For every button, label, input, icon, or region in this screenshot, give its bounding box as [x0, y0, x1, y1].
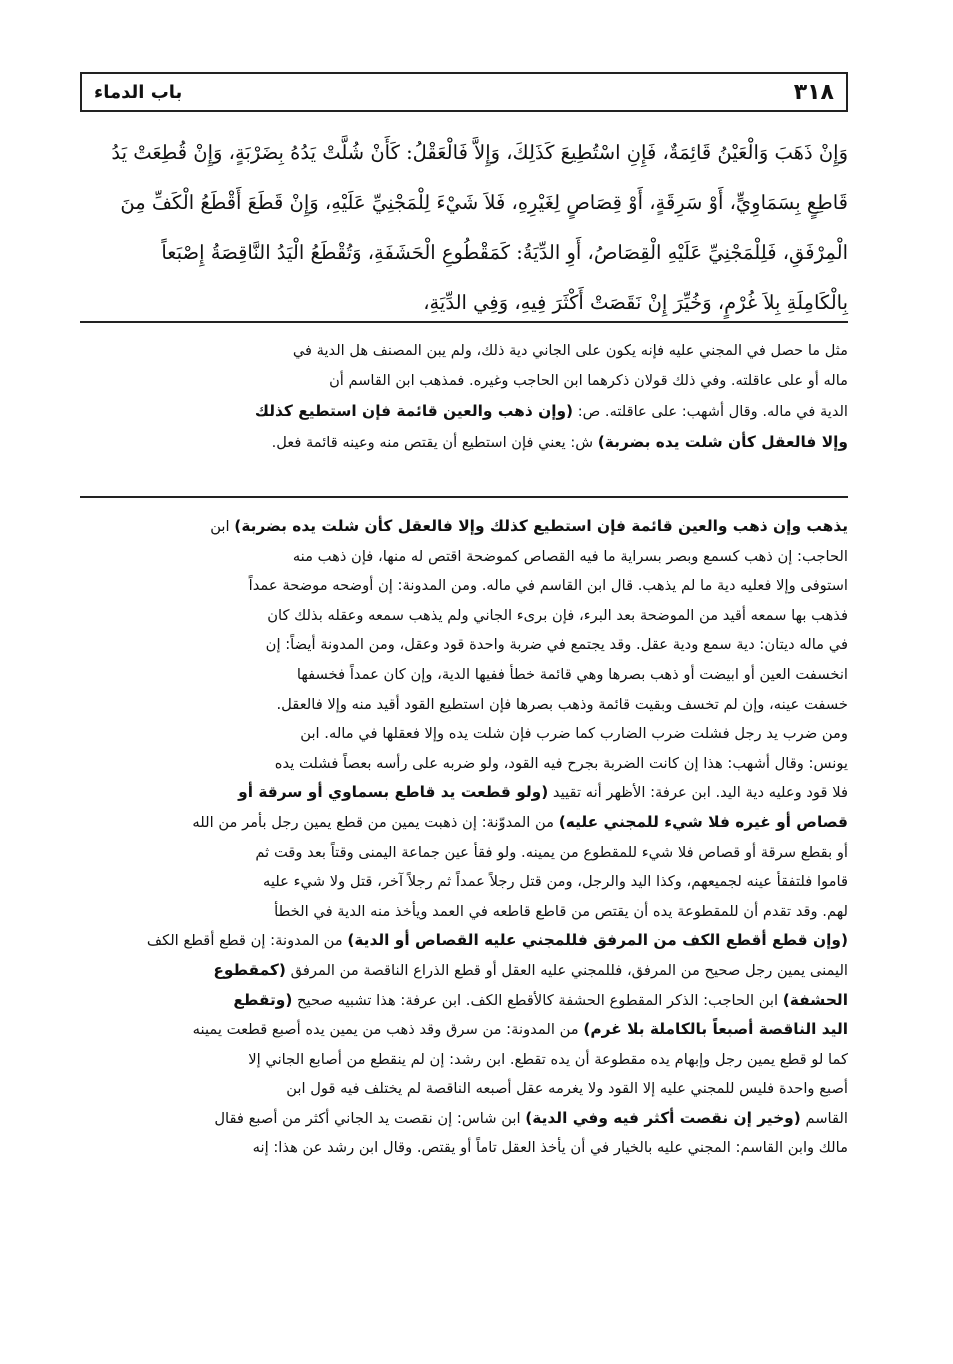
commentary-segment: أصبع واحدة فليس للمجني عليه إلا القود ولا يغرمه عقل أصبعه الناقصة لم يختلف فيه قول ابن [286, 1080, 848, 1098]
page-number: ٣١٨ [793, 80, 834, 105]
commentary-segment: من المدونة: من سرق وقد ذهب من يمين يده أصبع قطعت يمينه [192, 1021, 584, 1039]
quoted-matn-segment: وإلا فالعقل كأن شلت يده بضربة) [597, 433, 848, 451]
commentary-line [80, 1133, 848, 1163]
commentary-segment: ش: يعني فإن استطيع أن يقتص منه وعينه قائمة فعل. [271, 434, 598, 451]
commentary-line [80, 601, 848, 631]
commentary-segment: قاموا فلتفقأ عينه لجميعهم، وكذا اليد والرجل، ومن قتل رجلاً عمداً ثم رجلاً آخر، قتل ولا شيء عليه [262, 873, 848, 891]
commentary-line [80, 1045, 848, 1075]
commentary-segment: ابن الحاجب: الذكر المقطوع الحشفة كالأقطع الكف. ابن عرفة: هذا تشبيه صحيح [292, 991, 783, 1009]
commentary-line [80, 867, 848, 897]
commentary-segment: مالك وابن القاسم: المجني عليه بالخيار في أن يأخذ العقل تاماً أو يقتص. وقال ابن رشد عن هذا: إنه [252, 1139, 848, 1157]
commentary-segment: فلا قود وعليه دية اليد. ابن عرفة: الأظهر أنه تقييد [548, 784, 848, 802]
commentary-block-1 [80, 336, 848, 458]
commentary-line [80, 542, 848, 572]
commentary-segment: من المدوّنة: إن ذهبت يمين من قطع يمين رجل بأمر من الله [192, 813, 559, 831]
quoted-matn-segment: الحشفة) [782, 990, 848, 1009]
commentary-line [80, 749, 848, 779]
commentary-line [80, 427, 848, 458]
page-header [80, 72, 848, 112]
quoted-matn-segment: (وإن ذهب والعين قائمة فإن استطيع كذلك [254, 402, 574, 420]
quoted-matn-segment: (كمقطوع [213, 960, 286, 979]
commentary-line [80, 986, 848, 1016]
quoted-matn-segment: (ولو قطعت يد قاطع بسماوي أو سرقة أو [238, 783, 549, 802]
commentary-line [80, 926, 848, 956]
commentary-segment: كما لو قطع يمين رجل وإبهام يده مقطوعة أن يده تقطع. ابن رشد: إن لم ينقطع من أصابع الجاني إلا [248, 1050, 848, 1068]
commentary-segment: ومن ضرب يد رجل فشلت ضرب الضارب كما ضرب فإن شلت يده وإلا فعقلها في ماله. ابن [300, 725, 848, 743]
commentary-line [80, 366, 848, 396]
commentary-line [80, 690, 848, 720]
commentary-line [80, 571, 848, 601]
commentary-line [80, 719, 848, 749]
commentary-segment: ماله أو على عاقلته. وفي ذلك قولان ذكرهما ابن الحاجب وغيره. فمذهب ابن القاسم أن [329, 372, 848, 389]
commentary-segment: أو بقطع سرقة أو قصاص فلا شيء للمقطوع من يمينه. ولو فقأ عين جماعة اليمنى وقتاً بعد وقت ثم [255, 843, 848, 861]
commentary-segment: القاسم [800, 1109, 848, 1127]
commentary-line [80, 396, 848, 427]
commentary-segment: فذهب بها سمعه أقيد من الموضحة بعد البرء، فإن برىء الجاني ولم يذهب سمعه وعقله بذلك كان [267, 606, 848, 624]
commentary-segment: الدية في ماله. وقال أشهب: على عاقلته. ص: [573, 403, 848, 420]
commentary-line [80, 838, 848, 868]
main-text-line: وَإِنْ ذَهَبَ وَالْعَيْنُ قَائِمَةٌ، فَإِنِ اسْتُطِيعَ كَذَلِكَ، وَإِلاَّ فَالْعَقْلُ: كَأَنْ شُلَّتْ يَدُهُ بِضَرْبَةٍ، وَإِنْ قُطِعَتْ يَدُ [111, 141, 848, 164]
commentary-line [80, 1074, 848, 1104]
commentary-line [80, 1104, 848, 1134]
commentary-segment: من المدونة: إن قطع أقطع الكف [146, 932, 348, 950]
commentary-segment: خسفت عينه، وإن لم تخسف وبقيت قائمة وذهب بصرها فإن استطيع القود أقيد منه وإلا فالعقل. [276, 695, 848, 713]
commentary-line [80, 512, 848, 542]
commentary-segment: اليمنى يمين رجل صحيح من المرفق، فللمجني عليه العقل أو قطع الذراع الناقصة من المرفق [285, 961, 848, 979]
commentary-segment: ابن [210, 518, 235, 535]
quoted-matn-segment: (وإن قطع أقطع الكف من المرفق فللمجني عليه القصاص أو الدية) [347, 931, 848, 950]
commentary-segment: الحاجب: إن ذهب كسمع وبصر بسراية ما فيه القصاص كموضحة اقتص له منها، فإن ذهب منه [292, 547, 848, 565]
section-divider [80, 496, 848, 498]
commentary-line [80, 660, 848, 690]
quoted-matn-segment: اليد الناقصة أصبعاً بالكاملة بلا غرم) [583, 1020, 848, 1039]
commentary-segment: انخسفت العين أو ابيضت أو ذهب بصرها وهي قائمة خطأ ففيها الدية، وإن كان عمداً فخسفها [296, 665, 848, 683]
quoted-matn-segment: يذهب وإن ذهب والعين قائمة فإن استطيع كذلك وإلا فالعقل كأن شلت يده بضربة) [234, 517, 848, 535]
main-text-line: الْمِرْفَقِ، فَلِلْمَجْنِيِّ عَلَيْهِ الْقِصَاصُ، أَوِ الدِّيَةُ: كَمَقْطُوعِ الْحَشَفَةِ، وَتُقْطَعُ الْيَدُ النَّاقِصَةُ إِصْبَعاً [161, 241, 848, 264]
commentary-segment: مثل ما حصل في المجني عليه فإنه يكون على الجاني دية ذلك، ولم يبن المصنف هل الدية في [292, 342, 848, 359]
commentary-segment: ابن شاس: إن نقصت يد الجاني أكثر من أصبع فقال [214, 1109, 526, 1127]
commentary-segment: يونس: وقال أشهب: هذا إن كانت الضربة بجرح فيه القود، ولو ضربه على رأسه بعصاً فشلت يده [274, 754, 848, 772]
commentary-line [80, 630, 848, 660]
commentary-line [80, 808, 848, 838]
main-text [80, 128, 848, 328]
main-text-line: قَاطِعٍ بِسَمَاوِيٍّ، أَوْ سَرِقَةٍ، أَوْ قِصَاصٍ لِغَيْرِهِ، فَلاَ شَيْءَ لِلْمَجْنِيِّ عَلَيْهِ، وَإِنْ قَطَعَ أَقْطَعُ الْكَفِّ مِنَ [120, 191, 848, 214]
main-text-line: بِالْكَامِلَةِ بِلاَ غُرْمٍ، وَخُيِّرَ إِنْ نَقَصَتْ أَكْثَرَ فِيهِ، وَفِي الدِّيَةِ، [423, 291, 848, 314]
commentary-line [80, 897, 848, 927]
commentary-block-2 [80, 512, 848, 1163]
section-divider [80, 321, 848, 323]
quoted-matn-segment: (وخير إن نقصت أكثر فيه وفي الدية) [525, 1108, 801, 1127]
commentary-line [80, 778, 848, 808]
quoted-matn-segment: قصاص أو غيره فلا شيء للمجني عليه) [558, 812, 848, 831]
commentary-segment: استوفى وإلا فعليه دية ما لم يذهب. قال ابن القاسم في ماله. ومن المدونة: إن أوضحه موضحة عمداً [248, 577, 848, 595]
commentary-line [80, 336, 848, 366]
quoted-matn-segment: (وتقطع [233, 990, 293, 1009]
commentary-segment: لهم. وقد تقدم أن للمقطوعة يده أن يقتص من قاطع قاطعه في العمد ويأخذ منه الدية في الخطأ [274, 902, 848, 920]
commentary-line [80, 1015, 848, 1045]
chapter-title: باب الدماء [94, 82, 183, 103]
commentary-line [80, 956, 848, 986]
commentary-segment: في ماله ديتان: دية سمع ودية عقل. وقد يجتمع في ضربة واحدة قود وعقل، ومن المدونة أيضاً: إن [265, 636, 848, 654]
